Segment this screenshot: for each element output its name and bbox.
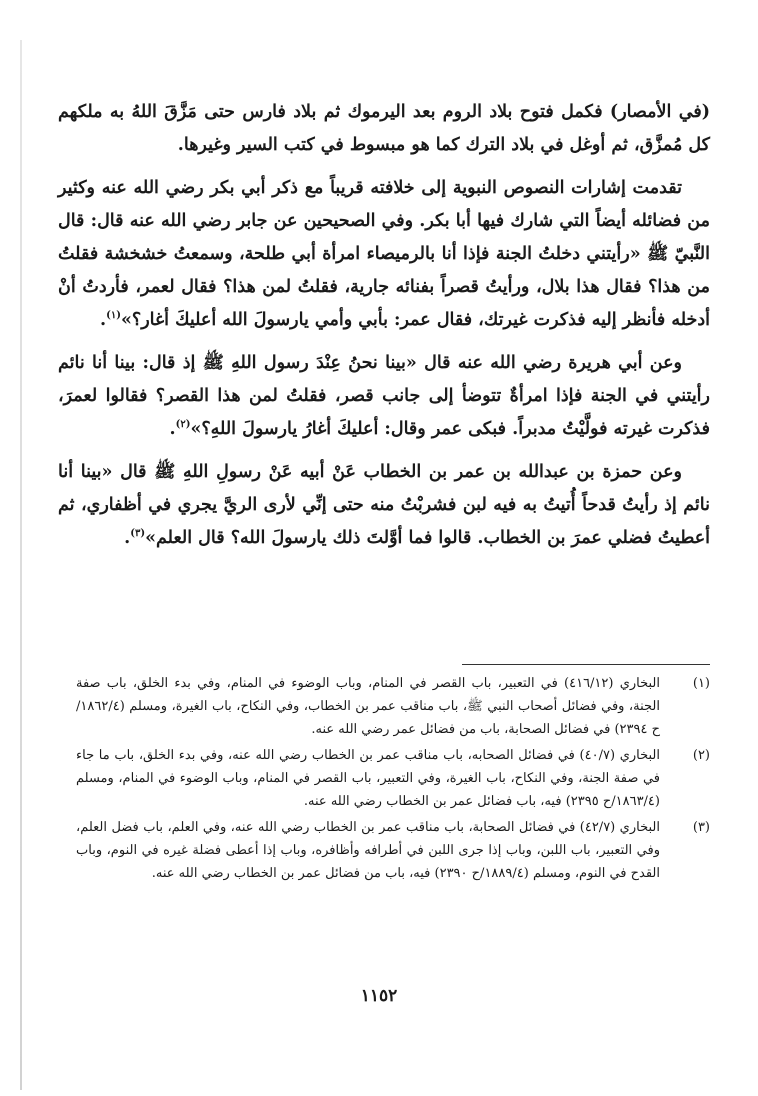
page-number: ١١٥٢ [360,986,398,1006]
page-edge-line [20,40,22,1090]
paragraph-2: تقدمت إشارات النصوص النبوية إلى خلافته قريباً مع ذكر أبي بكر رضي الله عنه وكثير من فضائله أيضاً التي شارك فيها أبا بكر. وفي الصحيحين عن جابر رضي الله عنه قال: قال النَّبيّ ﷺ «رأيتني دخلتُ الجنة فإذا أنا بالرميصاء امرأة أبي طلحة، وسمعتُ خشخشة فقلتُ من هذا؟ فقال هذا بلال، ورأيتُ قصراً بفنائه جارية، فقلتُ لمن هذا؟ فقال لعمر، فأردتُ أنْ أدخله فأنظر إليه فذكرت غيرتك، فقال عمر: بأبي وأمي يارسولَ الله أعليكَ أغار؟»$^{(١)}$. [58,178,710,330]
footnote-number: (٢) [692,748,710,763]
footnote-number: (٣) [692,820,710,835]
footnote-ref-2: (٢) [175,419,191,431]
paragraph-1-text: (في الأمصار) فكمل فتوح بلاد الروم بعد اليرموك ثم بلاد فارس حتى مَزَّقَ اللهُ به ملكهم كل مُمزَّق، ثم أوغل في بلاد الترك كما هو مبسوط في كتب السير وغيرها. [58,102,710,155]
footnote-text: البخاري (٤٢/٧) في فضائل الصحابة، باب مناقب عمر بن الخطاب رضي الله عنه، وفي العلم، باب فضل العلم، وفي التعبير، باب اللبن، وباب إذا جرى اللبن في أطرافه وأظافره، وباب إذا أعطى فضلة غيره في النوم، وباب القدح في النوم، ومسلم (١٨٨٩/٤/ح ٢٣٩٠) فيه، باب من فضائل عمر بن الخطاب رضي الله عنه. [76,820,660,881]
footnote-ref-3: (٣) [130,528,146,540]
footnote-number: (١) [692,676,710,691]
footnote-separator [462,664,710,665]
main-text [58,96,710,565]
footnote-3 [76,816,710,885]
paragraph-2-text: تقدمت إشارات النصوص النبوية إلى خلافته قريباً مع ذكر أبي بكر رضي الله عنه وكثير من فضائله أيضاً التي شارك فيها أبا بكر. وفي الصحيحين عن جابر رضي الله عنه قال: قال النَّبيّ ﷺ «رأيتني دخلتُ الجنة فإذا أنا بالرميصاء امرأة أبي طلحة، وسمعتُ خشخشة فقلتُ من هذا؟ فقال هذا بلال، ورأيتُ قصراً بفنائه جارية، فقلتُ لمن هذا؟ فقال لعمر، فأردتُ أنْ أدخله فأنظر إليه فذكرت غيرتك، فقال عمر: بأبي وأمي يارسولَ الله أعليكَ أغار؟» [58,178,710,330]
paragraph-3-text: وعن أبي هريرة رضي الله عنه قال «بينا نحنُ عِنْدَ رسول اللهِ ﷺ إذ قال: بينا أنا نائم رأيتني في الجنة فإذا امرأةٌ تتوضأ إلى جانب قصر، فقلتُ لمن هذا القصر؟ فقالوا لعمرَ، فذكرت غيرته فولَّيْتُ مدبراً. فبكى عمر وقال: أعليكَ أغارُ يارسولَ اللهِ؟» [58,353,710,439]
paragraph-1 [58,96,710,162]
footnote-text: البخاري (٤١٦/١٢) في التعبير، باب القصر في المنام، وباب الوضوء في المنام، وفي بدء الخلق، باب صفة الجنة، وفي فضائل أصحاب النبي ﷺ، باب مناقب عمر بن الخطاب، وفي النكاح، باب الغيرة، ومسلم (١٨٦٢/٤/ح ٢٣٩٤) في فضائل الصحابة، باب من فضائل عمر رضي الله عنه. [76,676,660,737]
footnotes [76,672,710,888]
paragraph-4-text: وعن حمزة بن عبدالله بن عمر بن الخطاب عَنْ أبيه عَنْ رسولِ اللهِ ﷺ قال «بينا أنا نائم إذ رأيتُ قدحاً أُتيتُ به فيه لبن فشربْتُ منه حتى إنِّي لأرى الريَّ يجري في أظفاري، ثم أعطيتُ فضلي عمرَ بن الخطاب. قالوا فما أوَّلتَ ذلك يارسولَ الله؟ قال العلم» [58,462,710,548]
footnote-1 [76,672,710,741]
footnote-ref-1: (١) [106,310,121,322]
footnote-2 [76,744,710,813]
footnote-text: البخاري (٤٠/٧) في فضائل الصحابه، باب مناقب عمر بن الخطاب رضي الله عنه، وفي بدء الخلق، باب ما جاء في صفة الجنة، وفي النكاح، باب الغيرة، وفي التعبير، باب القصر في المنام، وباب الوضوء في المنام، ومسلم (١٨٦٣/٤/ح ٢٣٩٥) فيه، باب فضائل عمر بن الخطاب رضي الله عنه. [76,748,660,809]
paragraph-4: وعن حمزة بن عبدالله بن عمر بن الخطاب عَنْ أبيه عَنْ رسولِ اللهِ ﷺ قال «بينا أنا نائم إذ رأيتُ قدحاً أُتيتُ به فيه لبن فشربْتُ منه حتى إنِّي لأرى الريَّ يجري في أظفاري، ثم أعطيتُ فضلي عمرَ بن الخطاب. قالوا فما أوَّلتَ ذلك يارسولَ الله؟ قال العلم»$^{(٣)}$. [58,462,710,548]
paragraph-3: وعن أبي هريرة رضي الله عنه قال «بينا نحنُ عِنْدَ رسول اللهِ ﷺ إذ قال: بينا أنا نائم رأيتني في الجنة فإذا امرأةٌ تتوضأ إلى جانب قصر، فقلتُ لمن هذا القصر؟ فقالوا لعمرَ، فذكرت غيرته فولَّيْتُ مدبراً. فبكى عمر وقال: أعليكَ أغارُ يارسولَ اللهِ؟»$^{(٢)}$. [58,353,710,439]
